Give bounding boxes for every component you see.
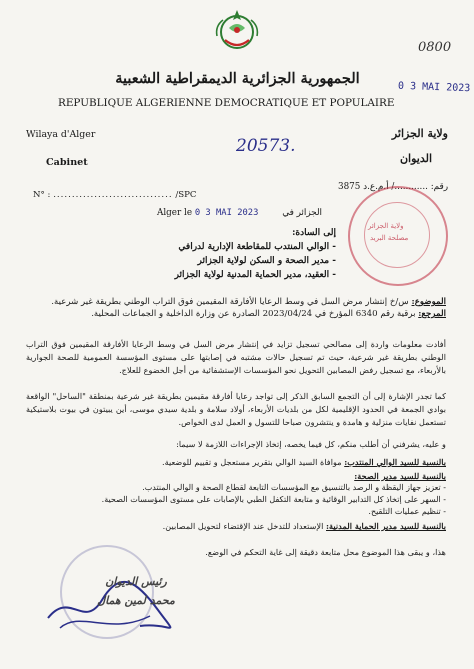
instruction-3-label: بالنسبة للسيد مدير الحماية المدنية: (326, 521, 446, 531)
instruction-3 (26, 520, 446, 532)
algeria-emblem-icon (211, 6, 263, 54)
reference-label: المرجع: (418, 309, 446, 319)
addressee-2: - مدير الصحة و السكن لولاية الجزائر (197, 256, 336, 266)
arabic-republic-title: الجمهورية الجزائرية الديمقراطية الشعبية (115, 70, 360, 87)
subject-line (26, 296, 446, 308)
instruction-2-label-line (26, 470, 446, 482)
signatory-title: رئيس الديوان (105, 575, 167, 588)
instruction-1-text: موافاة السيد الوالي بتقرير مستعجل و تقييم للوضعية. (161, 457, 342, 467)
instruction-2-c: - تنظيم عمليات التلقيح. (368, 507, 446, 516)
instruction-2-b: - السهر على إتخاذ كل التدابير الوقائية و متابعة التكفل الطبي بالإصابات على مستوى المؤسسات الصحية. (101, 495, 446, 504)
signatory-name: محمد لمين همال (97, 594, 175, 607)
wilaya-label-ar: ولاية الجزائر (391, 127, 448, 140)
instruction-3-text: الإستعداد للتدخل عند الإقتضاء لتحويل المصابين. (162, 521, 324, 531)
registration-number: 20573. (236, 136, 296, 156)
handwritten-note: 0800 (418, 40, 452, 55)
body-paragraph-1: أفادت معلومات واردة إلى مصالحي تسجيل تزايد في إنتشار مرض السل في وسط الرعايا الأفارقة المقيمين فوق التراب الوطني بطريقة غير شرعية، حيث تم تسجيل حالات مشتبه في إصابتها على مستوى المؤسسة العمومية للصحة الجوارية بالأربعاء، مع تسجيل رفض المصابين التحويل نحو المؤسسات الإستشفائية من أجل الخضوع للعلاج. (26, 339, 446, 375)
instruction-2-label: بالنسبة للسيد مدير الصحة: (354, 471, 446, 481)
subject-label: الموضوع: (411, 297, 446, 307)
number-field: N° : ................................ /SPC (33, 190, 197, 200)
place-date-prefix: Alger le (157, 208, 193, 218)
body-paragraph-3: و عليه، يشرفني أن أطلب منكم، كل فيما يخصه، إتخاذ الإجراءات اللازمة لا سيما: (176, 439, 446, 449)
instruction-1 (26, 456, 446, 468)
wilaya-label: Wilaya d'Alger (26, 129, 96, 140)
official-seal-stamp: ولاية الجزائر مصلحة البريد (348, 186, 448, 286)
addressees-intro: إلى السادة: (292, 228, 336, 238)
place-date-value: 0 3 MAI 2023 (194, 208, 259, 218)
received-date-stamp: 0 3 MAI 2023 (397, 80, 471, 95)
number-field-ar: رقم: ............/ أ.م.ع.د 3875 (337, 182, 448, 192)
place-date-ar: الجزائر في (282, 208, 322, 218)
instruction-2-a: - تعزيز جهاز اليقظة و الرصد بالتنسيق مع المؤسسات التابعة لقطاع الصحة و الوالي المنتدب. (142, 483, 446, 492)
instruction-1-label: بالنسبة للسيد الوالي المنتدب: (344, 457, 446, 467)
body-paragraph-2: كما تجدر الإشارة إلى أن التجمع السابق الذكر إلى تواجد رعايا أفارقة مقيمين بطريقة غير شرعية بمنطقة "الساحل" الواقعة بوادي الجمعة في الحدود الإقليمية لكل من بلديات الأربعاء، أولاد سلامة و بلدية سيدي موسى، أين يبيتون في بيوت بلاستيكية تستعمل نفايات منزلية و هامدة و ينتشرون صباحا للتسول و العمل لدى الخواص. (26, 391, 446, 427)
reference-text: برقية رقم 6340 المؤرخ في 2023/04/24 الصادرة عن وزارة الداخلية و الجماعات المحلية. (91, 309, 416, 319)
addressee-1: - الوالي المنتدب للمقاطعة الإدارية لدرافي (178, 242, 336, 252)
closing-paragraph: هذا، و يبقى هذا الموضوع محل متابعة دقيقة إلى غاية التحكم في الوضع. (205, 547, 446, 557)
addressee-3: - العقيد، مدير الحماية المدنية لولاية الجزائر (174, 270, 336, 280)
number-suffix: /SPC (175, 190, 197, 200)
subject-text: س/خ إنتشار مرض السل في وسط الرعايا الأفارقة المقيمين فوق التراب الوطني بطريقة غير شرعية. (51, 297, 409, 307)
reference-line (26, 308, 446, 320)
place-date (157, 208, 258, 218)
cabinet-label-ar: الديوان (399, 152, 432, 165)
number-label: N° : (33, 190, 51, 200)
cabinet-label: Cabinet (46, 157, 88, 168)
french-republic-title: REPUBLIQUE ALGERIENNE DEMOCRATIQUE ET POPULAIRE (58, 97, 395, 109)
